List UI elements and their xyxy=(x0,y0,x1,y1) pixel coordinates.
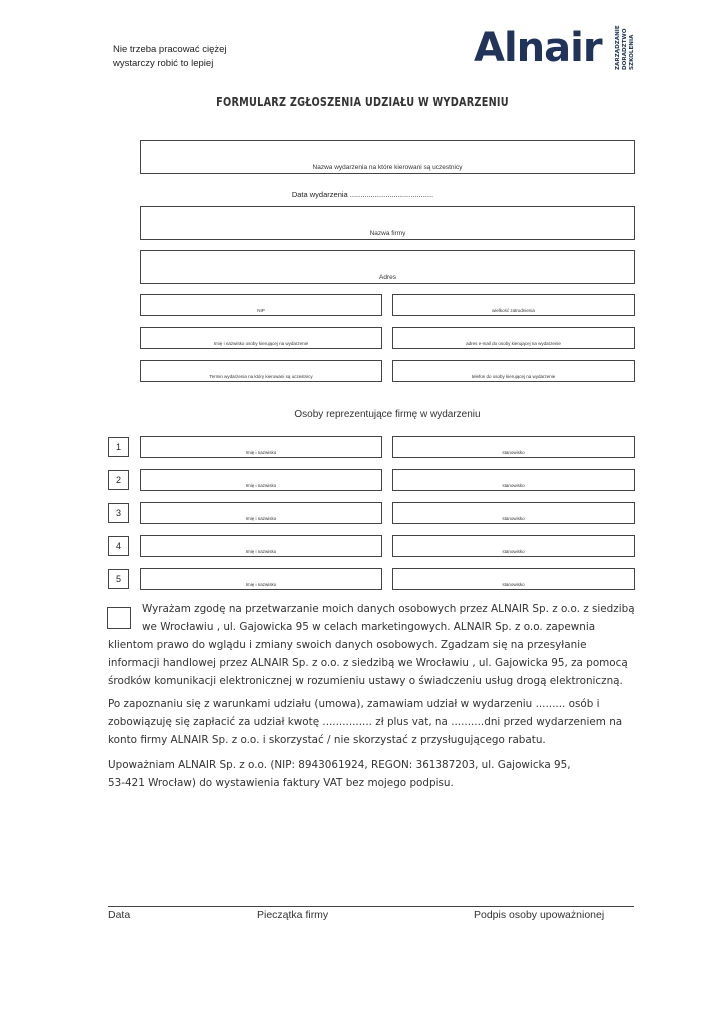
consent-line: środków komunikacji elektronicznej w rozumieniu ustawy o świadczeniu usług drogą elektroniczną. xyxy=(108,675,623,687)
contact-phone-label: telefon do osoby kierującej na wydarzenie xyxy=(471,374,556,379)
event-date-line[interactable]: Data wydarzenia ........................................ xyxy=(291,190,434,199)
nip-field[interactable] xyxy=(140,294,382,316)
address-field[interactable] xyxy=(140,250,635,284)
nip-label: NIP xyxy=(257,308,265,313)
rep-position-label: stanowisko xyxy=(502,582,525,587)
logo-word: Alnair xyxy=(474,25,602,71)
rep-name-label: Imię i nazwisko xyxy=(245,516,277,521)
page-title: FORMULARZ ZGŁOSZENIA UDZIAŁU W WYDARZENIU xyxy=(216,94,509,109)
rep-number: 4 xyxy=(108,536,129,556)
address-label: Adres xyxy=(379,274,396,281)
rep-position-label: stanowisko xyxy=(502,450,525,455)
contact-email-field[interactable] xyxy=(392,327,635,349)
event-name-field[interactable] xyxy=(140,140,635,174)
motto xyxy=(113,43,227,71)
rep-position-field[interactable] xyxy=(392,436,635,458)
consent-line: we Wrocławiu , ul. Gajowicka 95 w celach marketingowych. ALNAIR Sp. z o.o. zapewnia xyxy=(142,621,596,633)
order-text xyxy=(108,695,639,749)
contact-person-field[interactable] xyxy=(140,327,382,349)
signature-label: Podpis osoby upoważnionej xyxy=(474,909,605,921)
rep-number: 2 xyxy=(108,470,129,490)
representatives-title: Osoby reprezentujące firmę w wydarzeniu xyxy=(294,409,481,420)
logo-tagline-3: SZKOLENIA xyxy=(629,34,635,70)
rep-position-label: stanowisko xyxy=(502,516,525,521)
rep-position-field[interactable] xyxy=(392,469,635,491)
rep-number: 3 xyxy=(108,503,129,523)
contact-person-label: Imię i nazwisko osoby kierującej na wydarzenie xyxy=(213,341,309,346)
rep-number: 1 xyxy=(108,437,129,457)
order-line: Po zapoznaniu się z warunkami udziału (umowa), zamawiam udział w wydarzeniu ......... osób i xyxy=(108,698,600,710)
signature-line xyxy=(108,906,634,907)
order-line: zobowiązuję się zapłacić za udział kwotę ............... zł plus vat, na ..........dni przed wydarzeniem na xyxy=(108,716,623,728)
rep-position-field[interactable] xyxy=(392,502,635,524)
rep-name-field[interactable] xyxy=(140,436,382,458)
logo-tagline-2: DORADZTWO xyxy=(622,28,628,70)
contact-email-label: adres e-mail do osoby kierującej na wydarzenie xyxy=(466,341,561,346)
order-line: konto firmy ALNAIR Sp. z o.o. i skorzystać / nie skorzystać z przysługującego rabatu. xyxy=(108,734,546,746)
stamp-label: Pieczątka firmy xyxy=(257,909,329,921)
rep-name-label: Imię i nazwisko xyxy=(245,582,277,587)
company-size-field[interactable] xyxy=(392,294,635,316)
company-name-field[interactable] xyxy=(140,206,635,240)
logo-tagline-1: ZARZĄDZANIE xyxy=(615,25,621,70)
consent-line: Wyrażam zgodę na przetwarzanie moich danych osobowych przez ALNAIR Sp. z o.o. z siedzibą xyxy=(142,603,635,615)
authorization-line: 53-421 Wrocław) do wystawienia faktury VAT bez mojego podpisu. xyxy=(108,777,454,789)
motto-line-2: wystarczy robić to lepiej xyxy=(113,58,214,69)
rep-position-field[interactable] xyxy=(392,535,635,557)
rep-name-field[interactable] xyxy=(140,568,382,590)
event-term-field[interactable] xyxy=(140,360,382,382)
rep-position-label: stanowisko xyxy=(502,483,525,488)
company-name-label: Nazwa firmy xyxy=(369,230,406,237)
rep-name-field[interactable] xyxy=(140,469,382,491)
authorization-text xyxy=(108,756,639,792)
event-name-label: Nazwa wydarzenia na które kierowani są uczestnicy xyxy=(312,164,463,171)
authorization-line: Upoważniam ALNAIR Sp. z o.o. (NIP: 8943061924, REGON: 361387203, ul. Gajowicka 95, xyxy=(108,759,571,771)
contact-phone-field[interactable] xyxy=(392,360,635,382)
motto-line-1: Nie trzeba pracować ciężej xyxy=(113,44,227,55)
rep-name-label: Imię i nazwisko xyxy=(245,450,277,455)
consent-line: informacji handlowej przez ALNAIR Sp. z o.o. z siedzibą we Wrocławiu , ul. Gajowicka 95, za pomocą xyxy=(108,657,628,669)
consent-text xyxy=(108,600,639,690)
rep-position-field[interactable] xyxy=(392,568,635,590)
consent-line: klientom prawo do wglądu i zmiany swoich danych osobowych. Zgadzam się na przesyłanie xyxy=(108,639,587,651)
rep-name-label: Imię i nazwisko xyxy=(245,483,277,488)
date-label: Data xyxy=(108,909,131,921)
logo-tagline xyxy=(614,24,636,70)
rep-name-field[interactable] xyxy=(140,535,382,557)
rep-name-field[interactable] xyxy=(140,502,382,524)
rep-number: 5 xyxy=(108,569,129,589)
company-size-label: wielkość zatrudnienia xyxy=(492,308,535,313)
rep-position-label: stanowisko xyxy=(502,549,525,554)
event-term-label: Termin wydarzenia na który kierowani są uczestnicy xyxy=(209,374,313,379)
rep-name-label: Imię i nazwisko xyxy=(245,549,277,554)
company-logo xyxy=(474,24,635,72)
